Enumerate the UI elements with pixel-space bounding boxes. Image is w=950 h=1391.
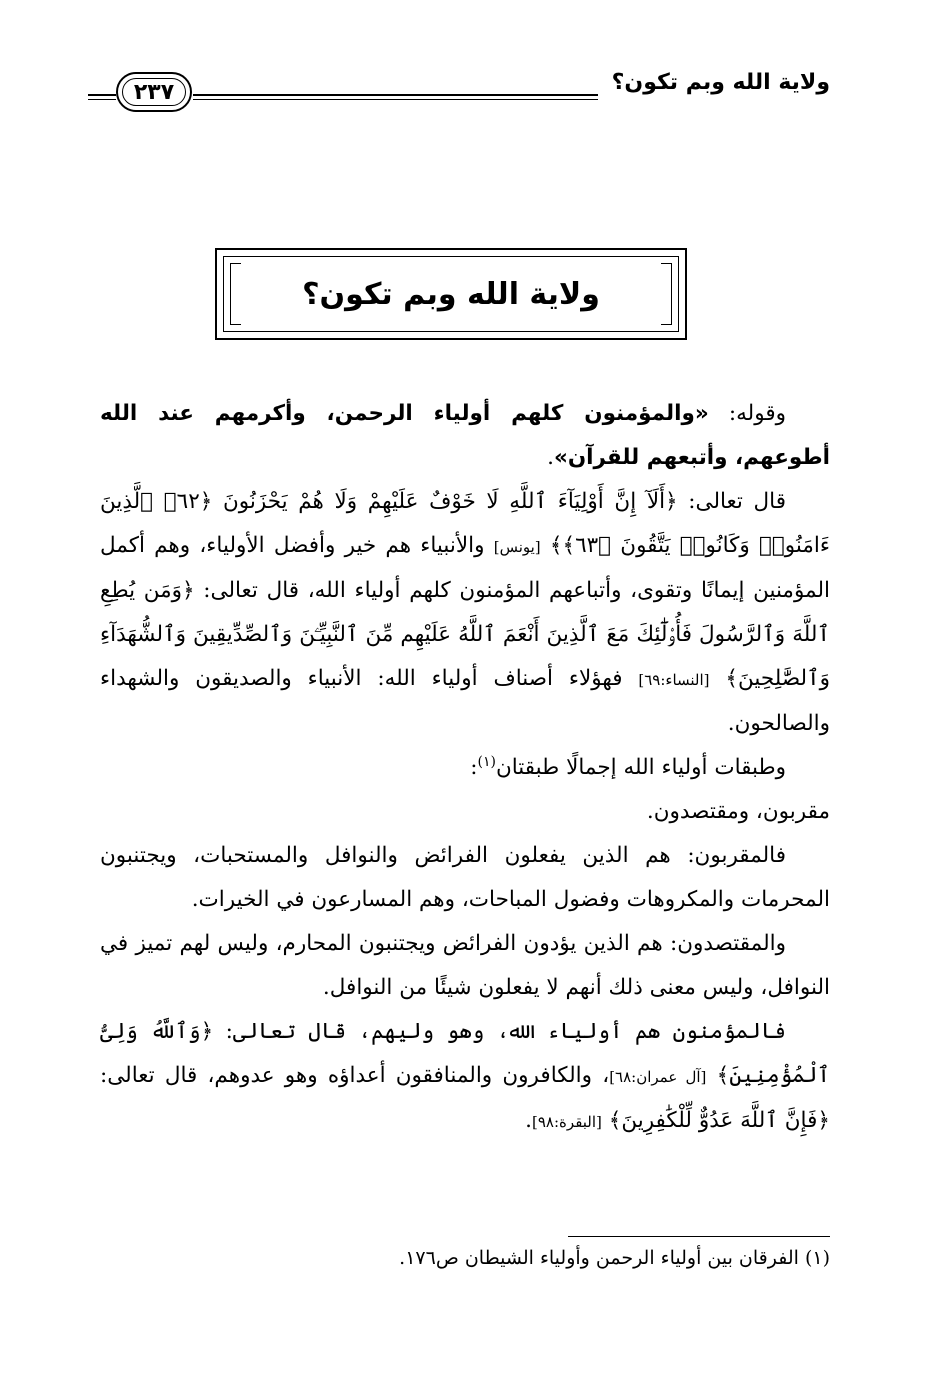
verse-reference: [البقرة:٩٨] [532, 1113, 602, 1131]
verse-reference: [آل عمران:٦٨] [609, 1068, 707, 1086]
paragraph-intro: وقوله: [708, 401, 786, 426]
paragraph-lead: فالمؤمنون هم أولياء الله، وهو وليهم، قال تعالى: [213, 1019, 786, 1044]
paragraph-1 [100, 392, 830, 480]
verse-reference: [يونس] [493, 538, 541, 556]
paragraph-text: فهؤلاء أصناف أولياء الله: الأنبياء والصديقون والشهداء والصالحون. [100, 666, 830, 736]
paragraph-text: والمقتصدون: هم الذين يؤدون الفرائض ويجتنبون المحارم، وليس لهم تميز في النوافل، وليس معنى ذلك أنهم لا يفعلون شيئًا من النوافل. [100, 931, 830, 1000]
footnote-separator [568, 1236, 830, 1237]
paragraph-lead: قال تعالى: [677, 489, 786, 514]
paragraph-text: فالمقربون: هم الذين يفعلون الفرائض والنوافل والمستحبات، ويجتنبون المحرمات والمكروهات وفضول المباحات، وهم المسارعون في الخيرات. [100, 843, 830, 912]
paragraph-text: وطبقات أولياء الله إجمالًا طبقتان [495, 755, 786, 780]
verse-reference: [النساء:٦٩] [638, 671, 710, 689]
page-number: ٢٣٧ [133, 79, 175, 105]
paragraph-3 [100, 746, 830, 790]
paragraph-end: . [525, 1108, 533, 1133]
chapter-title-box [215, 248, 687, 340]
page-number-frame [116, 72, 192, 112]
body-text [100, 392, 830, 1144]
quran-verse: ﴿وَمَن يُطِعِ ٱللَّهَ وَٱلرَّسُولَ فَأُو۟لَٰٓئِكَ مَعَ ٱلَّذِينَ أَنْعَمَ ٱللَّهُ عَلَيْهِم مِّنَ ٱلنَّبِيِّـۧنَ وَٱلصِّدِّيقِينَ وَٱلشُّهَدَآءِ وَٱلصَّٰلِحِينَ﴾ [100, 578, 830, 691]
quran-verse: ﴿فَإِنَّ ٱللَّهَ عَدُوٌّ لِّلْكَٰفِرِينَ﴾ [608, 1108, 830, 1133]
footnote: (١) الفرقان بين أولياء الرحمن وأولياء الشيطان ص١٧٦. [399, 1247, 830, 1269]
paragraph-5 [100, 834, 830, 922]
header-rule [193, 94, 598, 100]
chapter-title: ولاية الله وبم تكون؟ [302, 276, 600, 312]
header-rule-left [88, 94, 116, 100]
paragraph-end: . [547, 445, 554, 470]
paragraph-text: مقربون، ومقتصدون. [646, 799, 830, 824]
paragraph-end: : [470, 755, 478, 780]
paragraph-4 [100, 790, 830, 834]
footnote-marker[interactable]: (١) [477, 753, 496, 770]
running-header [88, 66, 830, 116]
running-title: ولاية الله وبم تكون؟ [611, 70, 830, 95]
paragraph-text: والأنبياء هم خير وأفضل الأولياء، وهم أكمل المؤمنين إيمانًا وتقوى، وأتباعهم المؤمنون كلهم أولياء الله، قال تعالى: [100, 533, 831, 603]
quoted-text: «والمؤمنون كلهم أولياء الرحمن، وأكرمهم عند الله أطوعهم، وأتبعهم للقرآن» [100, 401, 830, 470]
quran-verse: ﴿أَلَآ إِنَّ أَوْلِيَآءَ ٱللَّهِ لَا خَوْفٌ عَلَيْهِمْ وَلَا هُمْ يَحْزَنُونَ ﴿٦٢﴾ ٱلَّذِينَ ءَامَنُوا۟ وَكَانُوا۟ يَتَّقُونَ ﴿٦٣﴾﴾ [100, 489, 830, 558]
paragraph-7 [100, 1010, 830, 1144]
quran-verse: ﴿وَٱللَّهُ وَلِىُّ ٱلْمُؤْمِنِينَ﴾ [100, 1019, 830, 1088]
paragraph-text: ، والكافرون والمنافقون أعداؤه وهو عدوهم، قال تعالى: [100, 1063, 610, 1088]
paragraph-2 [100, 480, 830, 746]
chapter-title-frame [223, 256, 679, 332]
paragraph-6 [100, 922, 830, 1010]
